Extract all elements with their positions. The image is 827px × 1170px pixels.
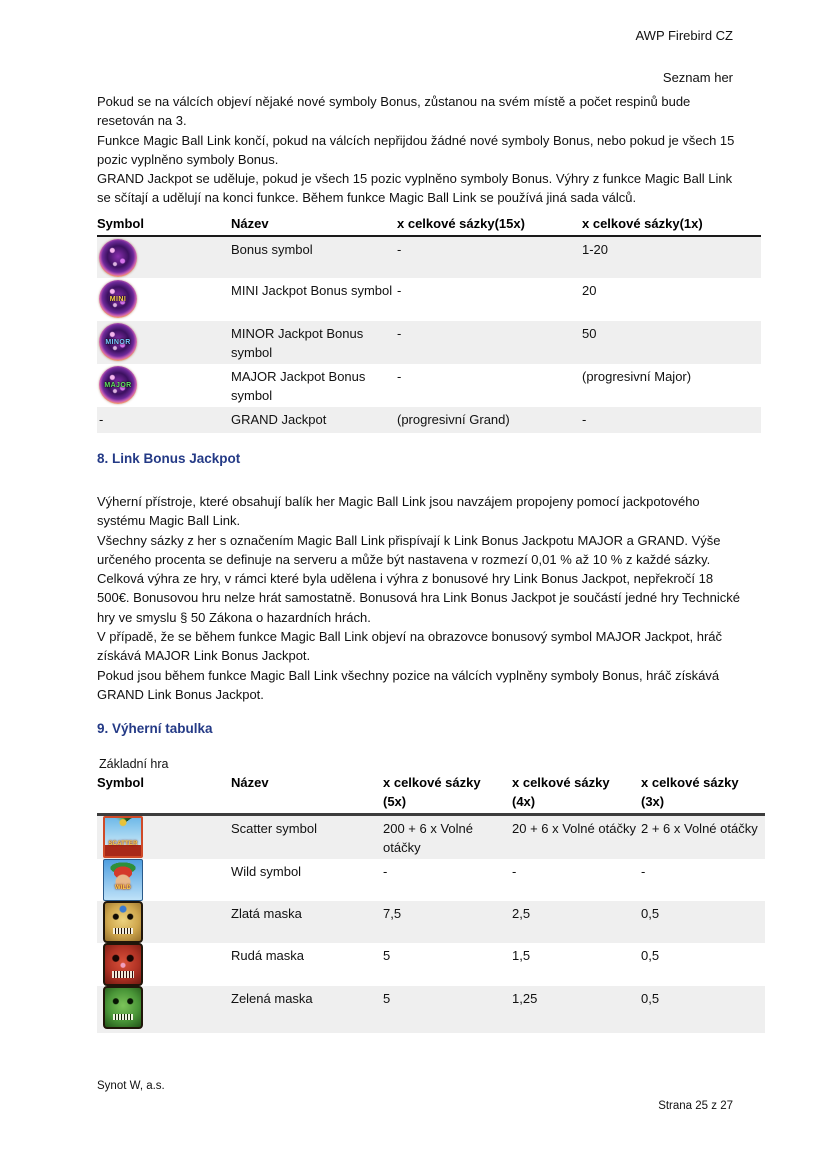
gold-mask-icon [103, 901, 143, 943]
bet4x-value: 2,5 [512, 906, 531, 921]
symbol-name: Bonus symbol [231, 242, 313, 257]
column-header-name: Název [231, 775, 269, 790]
header-line2: (5x) [383, 794, 407, 809]
wild-label: WILD [114, 885, 132, 891]
column-header-bet15x: x celkové sázky(15x) [397, 216, 525, 231]
header-line1: x celkové sázky [512, 775, 610, 790]
orb-label: MINOR [105, 338, 131, 346]
table-row [97, 236, 761, 278]
symbol-name: Zlatá maska [231, 906, 302, 921]
header-line1: x celkové sázky [641, 775, 739, 790]
header-line2: (3x) [641, 794, 665, 809]
intro-paragraphs [97, 92, 741, 208]
symbol-name: MINI Jackpot Bonus symbol [231, 283, 393, 298]
scatter-symbol-icon [103, 816, 143, 858]
red-mask-icon [103, 943, 143, 986]
doc-header-subtitle: Seznam her [662, 70, 733, 85]
bet3x-value: 0,5 [641, 948, 660, 963]
bet5x-value: - [383, 864, 388, 879]
column-header-bet1x: x celkové sázky(1x) [582, 216, 703, 231]
bonus-orb-icon [99, 239, 137, 277]
column-header-symbol: Symbol [97, 216, 144, 231]
bet1x-value: 50 [582, 326, 597, 341]
section8-paragraphs [97, 492, 741, 704]
footer-page-number: Strana 25 z 27 [658, 1100, 733, 1112]
base-game-label: Základní hra [99, 757, 169, 771]
paragraph: Všechny sázky z her s označením Magic Ball Link přispívají k Link Bonus Jackpotu MAJOR a GRAND. Výše určeného procenta se definuje na serveru a může být nastavena v rozmezí 0,01 % až 10 % z každé sázky. [97, 532, 721, 567]
paragraph: Výherní přístroje, které obsahují balík her Magic Ball Link jsou navzájem propojeny pomocí jackpotového systému Magic Ball Link. [97, 494, 700, 529]
bet3x-value: - [641, 864, 646, 879]
footer-company: Synot W, a.s. [97, 1080, 165, 1092]
bet4x-value: - [512, 864, 517, 879]
paragraph: Pokud se na válcích objeví nějaké nové symboly Bonus, zůstanou na svém místě a počet respinů bude resetován na 3. [97, 94, 691, 129]
bet5x-value: 200 + 6 x Volné otáčky [383, 821, 473, 855]
bet15x-value: - [397, 283, 402, 298]
table-row [97, 321, 761, 364]
symbol-name: Zelená maska [231, 991, 313, 1006]
table-row [97, 986, 765, 1033]
bet1x-value: 1-20 [582, 242, 609, 257]
column-header-symbol: Symbol [97, 775, 144, 790]
bet1x-value: - [582, 412, 587, 427]
paytable-header-row [97, 771, 765, 815]
orb-label: MAJOR [104, 381, 132, 389]
paragraph: Celková výhra ze hry, v rámci které byla udělena i výhra z bonusové hry Link Bonus Jackpot, nepřekročí 18 500€. Bonusovou hru nelze hrát samostatně. Bonusová hra Link Bonus Jackpot je součástí jedné hry Technické hry ve smyslu § 50 Zákona o hazardních hrách. [97, 571, 740, 625]
header-line1: x celkové sázky [383, 775, 481, 790]
orb-label: MINI [109, 295, 127, 303]
bet3x-value: 2 + 6 x Volné otáčky [641, 821, 758, 836]
symbol-name: MAJOR Jackpot Bonus symbol [231, 369, 366, 403]
paragraph: Funkce Magic Ball Link končí, pokud na válcích nepřijdou žádné nové symboly Bonus, nebo pokud je všech 15 pozic vyplněno symboly Bonus. [97, 132, 735, 167]
table-row [97, 859, 765, 901]
bet3x-value: 0,5 [641, 991, 660, 1006]
bet4x-value: 1,25 [512, 991, 538, 1006]
table-row [97, 364, 761, 407]
mini-jackpot-orb-icon [99, 280, 137, 318]
column-header-bet5x [383, 771, 512, 815]
bet1x-value: 20 [582, 283, 597, 298]
table-row [97, 407, 761, 433]
symbol-name: Scatter symbol [231, 821, 317, 836]
wild-symbol-icon [103, 859, 143, 901]
bet3x-value: 0,5 [641, 906, 660, 921]
paragraph: Pokud jsou během funkce Magic Ball Link všechny pozice na válcích vyplněny symboly Bonus, hráč získává GRAND Link Bonus Jackpot. [97, 667, 720, 702]
bet4x-value: 20 + 6 x Volné otáčky [512, 821, 636, 836]
bet5x-value: 5 [383, 948, 391, 963]
bet1x-value: (progresivní Major) [582, 369, 692, 384]
paragraph: V případě, že se během funkce Magic Ball Link objeví na obrazovce bonusový symbol MAJOR Jackpot, hráč získává MAJOR Link Bonus Jackpot. [97, 629, 723, 664]
table-row [97, 943, 765, 986]
bet15x-value: - [397, 326, 402, 341]
symbol-name: GRAND Jackpot [231, 412, 327, 427]
header-line2: (4x) [512, 794, 536, 809]
section-heading-paytable: 9. Výherní tabulka [97, 721, 213, 736]
doc-header-title: AWP Firebird CZ [635, 28, 733, 43]
table-row [97, 901, 765, 943]
bet15x-value: (progresivní Grand) [397, 412, 510, 427]
column-header-name: Název [231, 216, 269, 231]
bet5x-value: 7,5 [383, 906, 402, 921]
table-row [97, 278, 761, 321]
minor-jackpot-orb-icon [99, 323, 137, 361]
bet15x-value: - [397, 242, 402, 257]
bet4x-value: 1,5 [512, 948, 531, 963]
table-row [97, 815, 765, 860]
jackpot-table-header-row [97, 212, 761, 236]
symbol-placeholder-dash: - [99, 412, 104, 427]
paytable [97, 771, 765, 1033]
scatter-label: SCATTER [108, 841, 138, 847]
green-mask-icon [103, 986, 143, 1029]
symbol-name: Rudá maska [231, 948, 304, 963]
bet5x-value: 5 [383, 991, 391, 1006]
symbol-name: Wild symbol [231, 864, 302, 879]
column-header-bet3x [641, 771, 765, 815]
column-header-bet4x [512, 771, 641, 815]
symbol-name: MINOR Jackpot Bonus symbol [231, 326, 364, 360]
major-jackpot-orb-icon [99, 366, 137, 404]
paragraph: GRAND Jackpot se uděluje, pokud je všech 15 pozic vyplněno symboly Bonus. Výhry z funkce Magic Ball Link se sčítají a udělují na konci funkce. Během funkce Magic Ball Link se používá jiná sada válců. [97, 171, 733, 206]
section-heading-link-bonus-jackpot: 8. Link Bonus Jackpot [97, 451, 241, 466]
jackpot-table [97, 212, 761, 433]
bet15x-value: - [397, 369, 402, 384]
